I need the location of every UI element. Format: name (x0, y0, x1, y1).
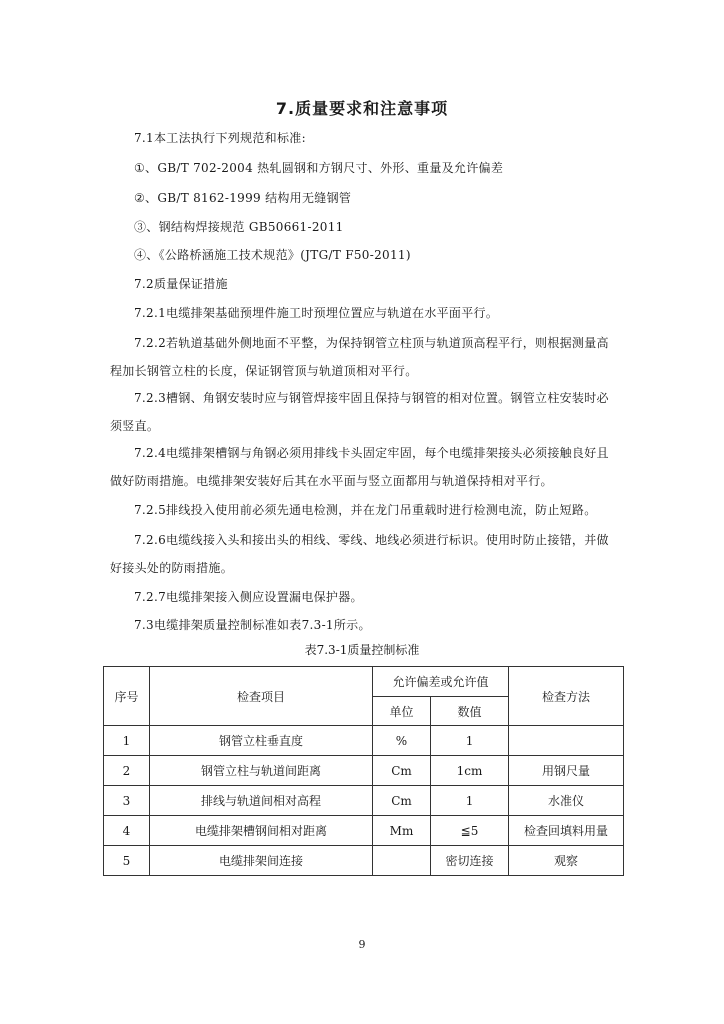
paragraph-7-2-5: 7.2.5排线投入使用前必须先通电检测，并在龙门吊重载时进行检测电流，防止短路。 (134, 503, 597, 517)
paragraph-7-2-7: 7.2.7电缆排架接入侧应设置漏电保护器。 (134, 590, 363, 604)
paragraph-standard-2: ②、GB/T 8162-1999 结构用无缝钢管 (134, 191, 352, 205)
cell-unit (373, 846, 431, 876)
cell-unit: Cm (373, 756, 431, 786)
header-method: 检查方法 (509, 667, 624, 726)
table-row (104, 786, 624, 816)
cell-value: 密切连接 (431, 846, 509, 876)
cell-unit: Cm (373, 786, 431, 816)
table-caption: 表7.3-1质量控制标准 (304, 643, 420, 657)
cell-method: 检查回填料用量 (509, 816, 624, 846)
paragraph-7-2-1: 7.2.1电缆排架基础预埋件施工时预埋位置应与轨道在水平面平行。 (134, 306, 499, 320)
header-tolerance: 允许偏差或允许值 (373, 667, 509, 697)
cell-method: 用钢尺量 (509, 756, 624, 786)
paragraph-standard-1: ①、GB/T 702-2004 热轧圆钢和方钢尺寸、外形、重量及允许偏差 (134, 161, 504, 175)
quality-control-table (103, 666, 624, 876)
cell-value: 1 (431, 786, 509, 816)
paragraph-standard-3: ③、钢结构焊接规范 GB50661-2011 (134, 220, 344, 234)
cell-unit: Mm (373, 816, 431, 846)
table-row (104, 726, 624, 756)
paragraph-standard-4: ④、《公路桥涵施工技术规范》(JTG/T F50-2011) (134, 248, 411, 262)
paragraph-7-3: 7.3电缆排架质量控制标准如表7.3-1所示。 (134, 618, 371, 632)
cell-seq: 2 (104, 756, 150, 786)
cell-value: 1cm (431, 756, 509, 786)
cell-seq: 5 (104, 846, 150, 876)
paragraph-7-1: 7.1本工法执行下列规范和标准: (134, 131, 306, 145)
header-unit: 单位 (373, 697, 431, 726)
cell-item: 钢管立柱与轨道间距离 (150, 756, 373, 786)
header-value: 数值 (431, 697, 509, 726)
paragraph-7-2: 7.2质量保证措施 (134, 277, 228, 291)
header-item: 检查项目 (150, 667, 373, 726)
paragraph-7-2-6: 7.2.6电缆线接入头和接出头的相线、零线、地线必须进行标识。使用时防止接错，并做好接头处的防雨措施。 (110, 533, 609, 575)
cell-item: 电缆排架间连接 (150, 846, 373, 876)
cell-method (509, 726, 624, 756)
table-row (104, 756, 624, 786)
cell-method: 观察 (509, 846, 624, 876)
cell-item: 钢管立柱垂直度 (150, 726, 373, 756)
paragraph-7-2-2: 7.2.2若轨道基础外侧地面不平整，为保持钢管立柱顶与轨道顶高程平行，则根据测量高程加长钢管立柱的长度，保证钢管顶与轨道顶相对平行。 (110, 336, 609, 378)
header-seq: 序号 (104, 667, 150, 726)
cell-seq: 1 (104, 726, 150, 756)
cell-method: 水准仪 (509, 786, 624, 816)
section-title: 7.质量要求和注意事项 (275, 99, 449, 118)
cell-item: 排线与轨道间相对高程 (150, 786, 373, 816)
paragraph-7-2-3: 7.2.3槽钢、角钢安装时应与钢管焊接牢固且保持与钢管的相对位置。钢管立柱安装时必须竖直。 (110, 391, 609, 433)
page-number: 9 (358, 938, 366, 951)
cell-seq: 4 (104, 816, 150, 846)
table-header-row (104, 667, 624, 697)
cell-value: ≦5 (431, 816, 509, 846)
cell-value: 1 (431, 726, 509, 756)
paragraph-7-2-4: 7.2.4电缆排架槽钢与角钢必须用排线卡头固定牢固，每个电缆排架接头必须接触良好且做好防雨措施。电缆排架安装好后其在水平面与竖立面都用与轨道保持相对平行。 (110, 446, 609, 488)
table-row (104, 816, 624, 846)
cell-unit: % (373, 726, 431, 756)
cell-item: 电缆排架槽钢间相对距离 (150, 816, 373, 846)
cell-seq: 3 (104, 786, 150, 816)
table-row (104, 846, 624, 876)
